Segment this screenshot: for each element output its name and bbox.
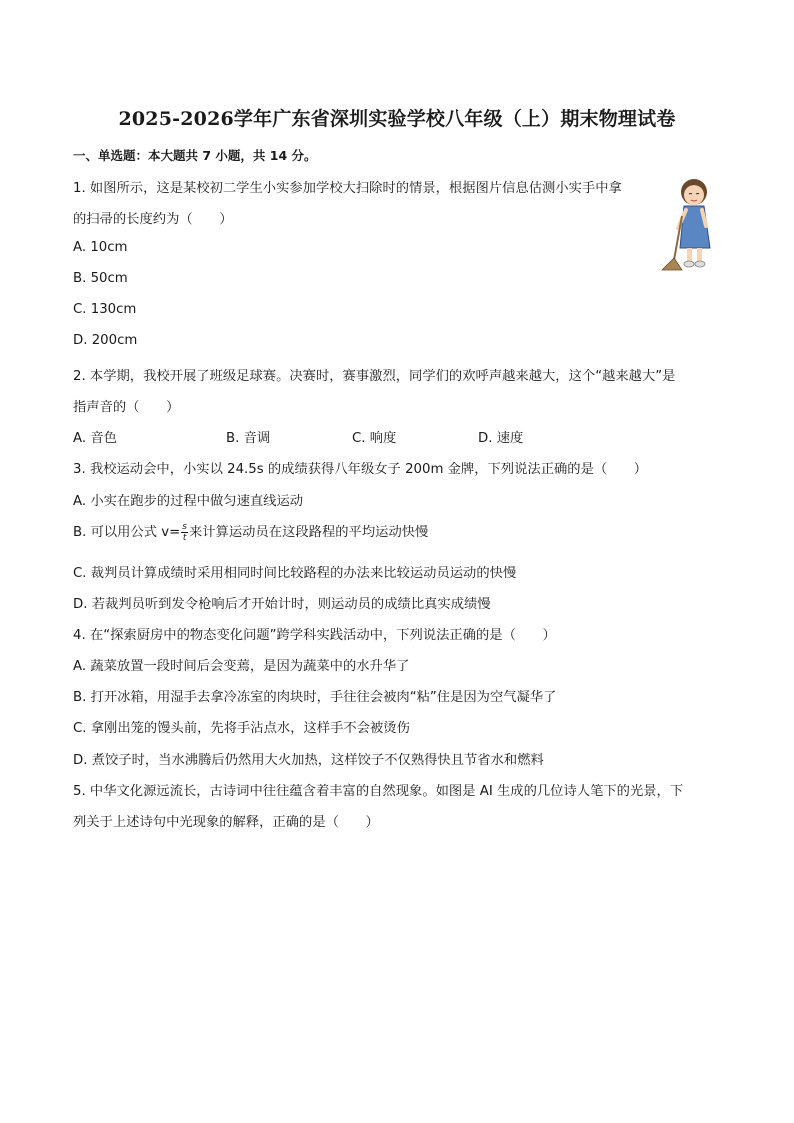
section-heading: 一、单选题：本大题共 7 小题，共 14 分。: [73, 148, 317, 163]
question-5-line-2: 列关于上述诗句中光现象的解释，正确的是（ ）: [73, 815, 379, 830]
question-3-option-b-suffix: 来计算运动员在这段路程的平均运动快慢: [189, 525, 429, 540]
question-2-line-2: 指声音的（ ）: [73, 400, 180, 415]
question-1-option-a: A. 10cm: [73, 240, 128, 255]
question-1-line-1: 1. 如图所示，这是某校初二学生小实参加学校大扫除时的情景，根据图片信息估测小实手中拿: [73, 181, 622, 196]
question-1-option-d: D. 200cm: [73, 333, 138, 348]
fraction-denominator: t: [182, 532, 187, 543]
question-2-option-a: A. 音色: [73, 431, 117, 446]
question-1-line-2: 的扫帚的长度约为（ ）: [73, 212, 233, 227]
question-1-option-c: C. 130cm: [73, 302, 137, 317]
exam-title: 2025-2026学年广东省深圳实验学校八年级（上）期末物理试卷: [118, 108, 676, 130]
question-4-option-c: C. 拿刚出笼的馒头前，先将手沾点水，这样手不会被烫伤: [73, 721, 410, 736]
question-4-option-a: A. 蔬菜放置一段时间后会变蔫，是因为蔬菜中的水升华了: [73, 659, 410, 674]
girl-sweeping-icon: [660, 176, 724, 272]
question-3-option-b: [73, 521, 428, 543]
question-1-option-b: B. 50cm: [73, 271, 128, 286]
question-4-option-d: D. 煮饺子时，当水沸腾后仍然用大火加热，这样饺子不仅熟得快且节省水和燃料: [73, 753, 544, 768]
question-3-stem: 3. 我校运动会中，小实以 24.5s 的成绩获得八年级女子 200m 金牌，下列说法正确的是（ ）: [73, 462, 648, 477]
question-3-option-d: D. 若裁判员听到发令枪响后才开始计时，则运动员的成绩比真实成绩慢: [73, 597, 491, 612]
question-3-option-a: A. 小实在跑步的过程中做匀速直线运动: [73, 494, 304, 509]
formula-fraction: [181, 522, 188, 543]
question-5-line-1: 5. 中华文化源远流长，古诗词中往往蕴含着丰富的自然现象。如图是 AI 生成的几位诗人笔下的光景，下: [73, 784, 684, 799]
question-4-option-b: B. 打开冰箱，用湿手去拿冷冻室的肉块时，手往往会被肉“粘”住是因为空气凝华了: [73, 690, 557, 705]
question-3-option-b-prefix: B. 可以用公式 v=: [73, 525, 181, 540]
question-2-option-b: B. 音调: [226, 431, 271, 446]
fraction-numerator: s: [182, 521, 187, 532]
question-2-line-1: 2. 本学期，我校开展了班级足球赛。决赛时，赛事激烈，同学们的欢呼声越来越大，这个“越来越大”是: [73, 369, 676, 384]
question-3-option-c: C. 裁判员计算成绩时采用相同时间比较路程的办法来比较运动员运动的快慢: [73, 566, 517, 581]
question-2-option-c: C. 响度: [352, 431, 397, 446]
question-2-option-d: D. 速度: [478, 431, 524, 446]
question-4-stem: 4. 在“探索厨房中的物态变化问题”跨学科实践活动中，下列说法正确的是（ ）: [73, 628, 556, 643]
